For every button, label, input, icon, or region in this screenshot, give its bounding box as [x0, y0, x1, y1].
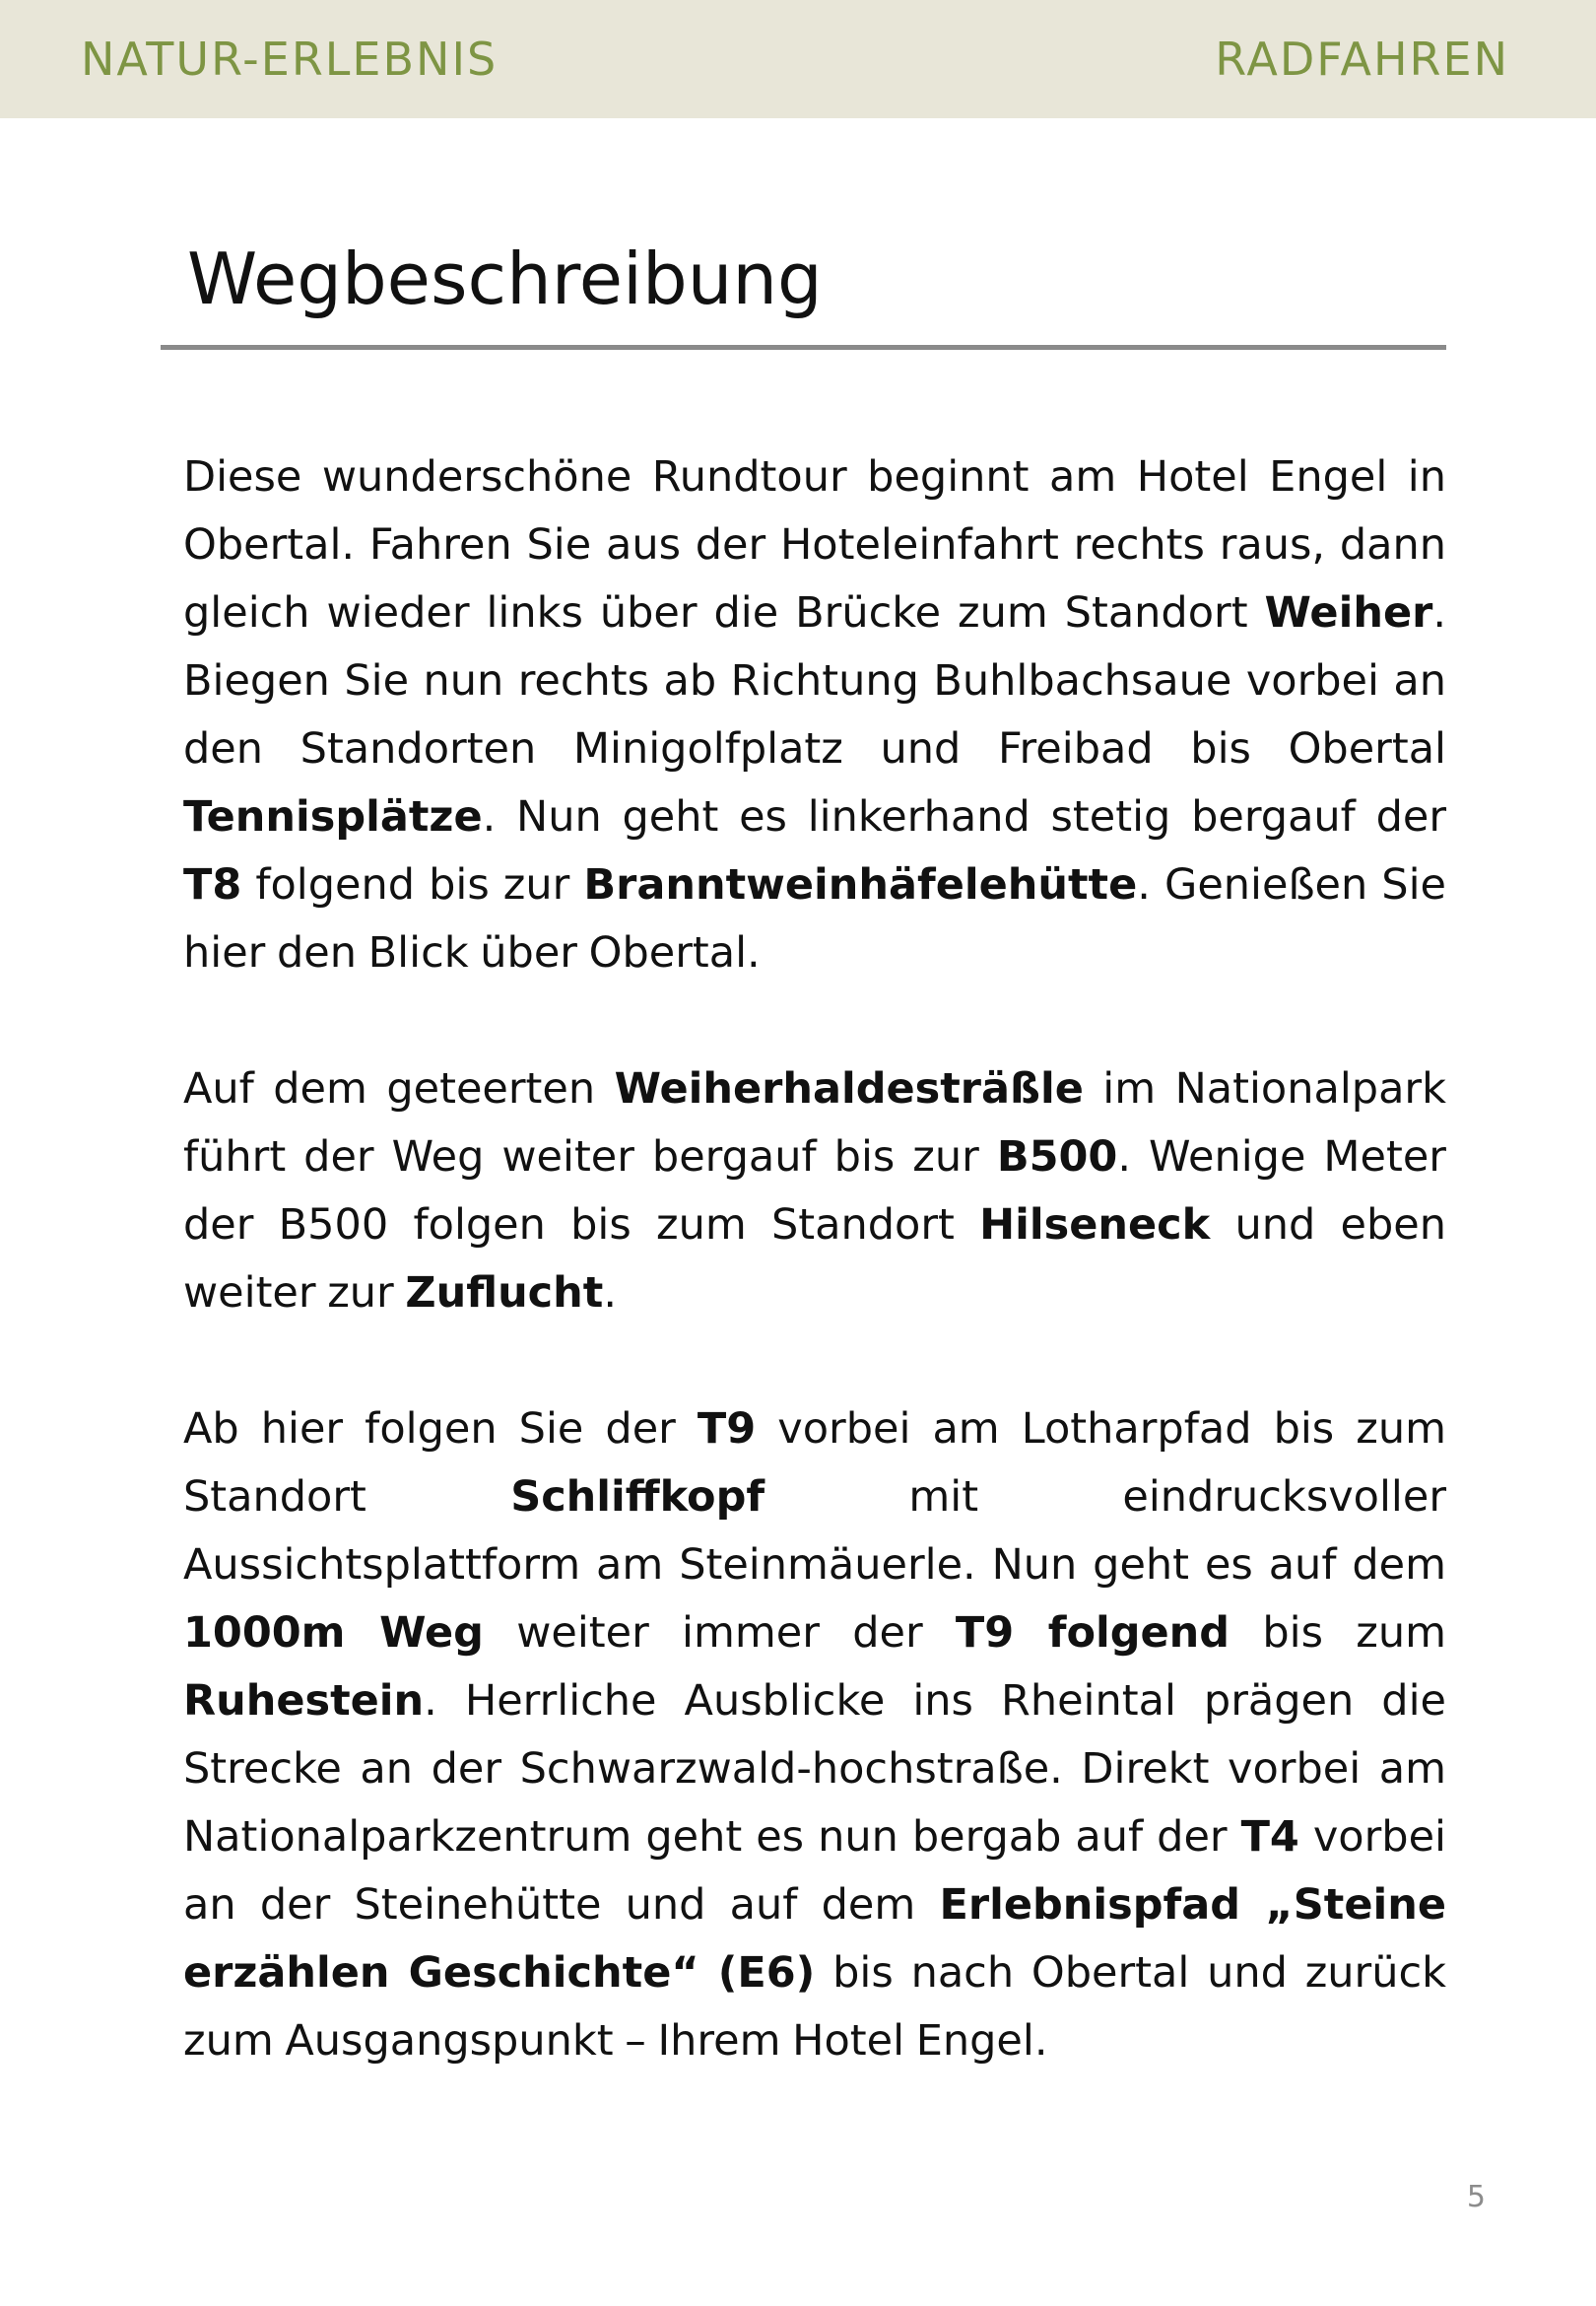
text-segment: . Herrliche Ausblicke ins Rheintal prägen die Strecke an der Schwarzwald-hochstraße. Direkt vorbei am Nationalparkzentrum geht es nun bergab auf der	[183, 1676, 1446, 1862]
trail-name: T9 folgend	[955, 1608, 1230, 1658]
title-divider	[161, 345, 1446, 350]
route-description	[183, 443, 1446, 2075]
text-segment: . Genießen Sie hier den Blick über Obertal.	[183, 860, 1446, 978]
paragraph-2	[183, 1055, 1446, 1327]
section-label: NATUR-ERLEBNIS	[81, 33, 499, 86]
text-segment: . Biegen Sie nun rechts ab Richtung Buhlbachsaue vorbei an den Standorten Minigolfplatz und Freibad bis Obertal	[183, 588, 1446, 774]
trail-name: Erlebnispfad „Steine erzählen Geschichte“ (E6)	[183, 1880, 1446, 1998]
text-segment: weiter immer der	[483, 1608, 956, 1658]
place-name: Zuflucht	[405, 1268, 604, 1318]
page-number: 5	[1466, 2180, 1486, 2214]
place-name: Weiher	[1264, 588, 1433, 638]
text-segment: . Nun geht es linkerhand stetig bergauf der	[482, 792, 1446, 842]
place-name: Hilseneck	[979, 1200, 1211, 1250]
text-segment: vorbei an der Steinehütte und auf dem	[183, 1812, 1446, 1930]
trail-name: T9	[697, 1404, 757, 1454]
text-segment: vorbei am Lotharpfad bis zum Standort	[183, 1404, 1446, 1522]
text-segment: .	[603, 1268, 618, 1318]
trail-name: T8	[183, 860, 242, 910]
place-name: Schliffkopf	[510, 1472, 765, 1522]
text-segment: mit eindrucksvoller Aussichtsplattform am Steinmäuerle. Nun geht es auf dem	[183, 1472, 1446, 1590]
trail-name: 1000m Weg	[183, 1608, 484, 1658]
page-title: Wegbeschreibung	[187, 237, 823, 320]
category-label: RADFAHREN	[1215, 33, 1509, 86]
text-segment: bis zum	[1230, 1608, 1447, 1658]
text-segment: Diese wunderschöne Rundtour beginnt am Hotel Engel in Obertal. Fahren Sie aus der Hoteleinfahrt rechts raus, dann gleich wieder links über die Brücke zum Standort	[183, 452, 1446, 638]
text-segment: im Nationalpark führt der Weg weiter bergauf bis zur	[183, 1064, 1446, 1182]
text-segment: folgend bis zur	[241, 860, 584, 910]
header-band	[0, 0, 1596, 118]
paragraph-3	[183, 1395, 1446, 2075]
text-segment: und eben weiter zur	[183, 1200, 1446, 1318]
place-name: Branntweinhäfelehütte	[583, 860, 1138, 910]
text-segment: . Wenige Meter der B500 folgen bis zum Standort	[183, 1132, 1446, 1250]
place-name: Ruhestein	[183, 1676, 425, 1726]
place-name: Tennisplätze	[183, 792, 483, 842]
text-segment: bis nach Obertal und zurück zum Ausgangspunkt – Ihrem Hotel Engel.	[183, 1948, 1447, 2066]
trail-name: T4	[1240, 1812, 1299, 1862]
road-name: B500	[996, 1132, 1118, 1182]
road-name: Weiherhaldesträßle	[614, 1064, 1084, 1114]
text-segment: Auf dem geteerten	[183, 1064, 615, 1114]
text-segment: Ab hier folgen Sie der	[183, 1404, 698, 1454]
paragraph-1	[183, 443, 1446, 987]
